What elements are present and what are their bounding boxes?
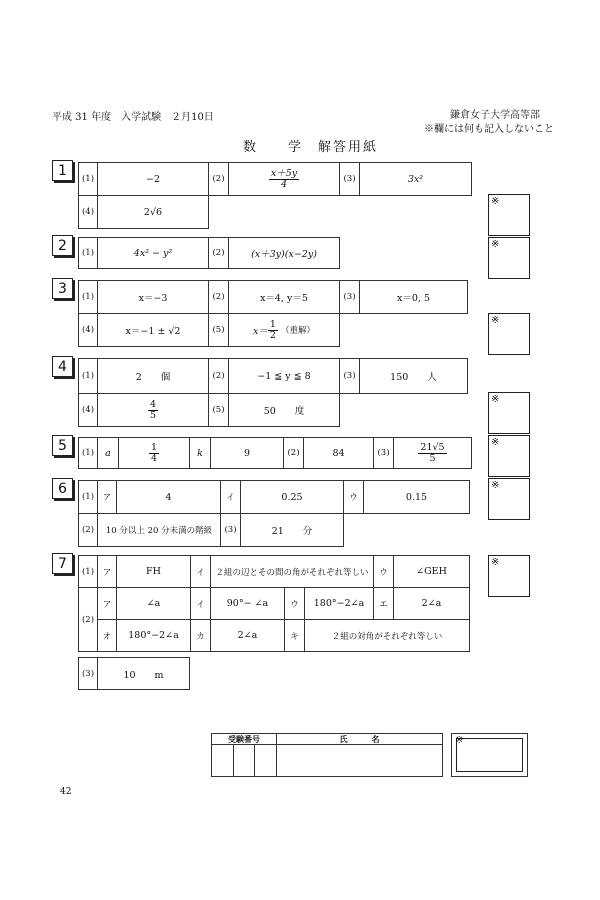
q5-label-2: (2) [283, 437, 304, 469]
exam-number-digit-3[interactable] [254, 744, 277, 777]
q3-answer-2: x＝4, y＝5 [228, 280, 340, 314]
score-box-5: ※ [488, 435, 530, 477]
q4-label-5: (5) [208, 393, 229, 427]
q7-1-sub-i: イ [190, 555, 211, 588]
q4-answer-2: −1 ≦ y ≦ 8 [228, 358, 340, 394]
q1-label-3: (3) [339, 162, 360, 196]
q4-label-3: (3) [339, 358, 360, 394]
q5-answer-2: 84 [303, 437, 374, 469]
q3-label-4: (4) [78, 313, 98, 347]
q6-answer-2: 10 分以上 20 分未満の階級 [97, 513, 221, 547]
q3-answer-1: x＝−3 [97, 280, 209, 314]
q4-label-2: (2) [208, 358, 229, 394]
q7-answer-3: 10 m [97, 657, 190, 690]
page-number: 42 [60, 787, 72, 797]
q5-label-3: (3) [373, 437, 394, 469]
q3-label-1: (1) [78, 280, 98, 314]
q6-answer-i: 0.25 [240, 480, 344, 514]
question-number-4: 4 [52, 356, 73, 377]
q7-2-answer-u: 180°−2∠a [304, 587, 374, 620]
q7-2-sub-u: ウ [284, 587, 305, 620]
question-number-1: 1 [52, 160, 73, 181]
question-number-3: 3 [52, 278, 73, 299]
score-box-6: ※ [488, 478, 530, 520]
q5-answer-k: 9 [210, 437, 284, 469]
q3-answer-5: x＝ $\frac{1}{2}$ （重解） [228, 313, 340, 347]
q4-answer-5: 50 度 [228, 393, 340, 427]
q2-label-2: (2) [208, 237, 229, 269]
q7-2-answer-ka: 2∠a [210, 619, 285, 652]
q6-label-2: (2) [78, 513, 98, 547]
q2-answer-1: 4x² − y² [97, 237, 209, 269]
exam-number-digit-1[interactable] [211, 744, 234, 777]
q5-answer-a: $\frac{1}{4}$ [118, 437, 190, 469]
q7-2-sub-ki: キ [284, 619, 305, 652]
q1-label-2: (2) [208, 162, 229, 196]
q7-label-3: (3) [78, 657, 98, 690]
note: ※欄には何も記入しないこと [424, 124, 554, 135]
question-number-2: 2 [52, 235, 73, 256]
score-box-1: ※ [488, 194, 530, 236]
name-field[interactable] [276, 744, 443, 777]
q7-2-sub-i: イ [190, 587, 211, 620]
q6-sub-a: ア [97, 480, 117, 514]
score-box-2: ※ [488, 237, 530, 279]
q2-label-1: (1) [78, 237, 98, 269]
q7-1-sub-u: ウ [373, 555, 394, 588]
q4-label-1: (1) [78, 358, 98, 394]
q1-answer-1: −2 [97, 162, 209, 196]
q5-sub-a: a [97, 437, 119, 469]
question-number-5: 5 [52, 435, 73, 456]
exam-number-digit-2[interactable] [233, 744, 255, 777]
q3-label-3: (3) [339, 280, 360, 314]
q7-2-answer-i: 90°− ∠a [210, 587, 285, 620]
q1-label-1: (1) [78, 162, 98, 196]
q6-label-3: (3) [220, 513, 241, 547]
q7-1-sub-a: ア [97, 555, 117, 588]
school-name: 鎌倉女子大学高等部 [450, 110, 540, 121]
question-number-7: 7 [52, 553, 73, 574]
q7-2-sub-o: オ [97, 619, 117, 652]
q7-2-answer-a: ∠a [116, 587, 191, 620]
q7-label-1: (1) [78, 555, 98, 588]
total-score-box: ※ [451, 733, 528, 777]
q7-2-answer-e: 2∠a [393, 587, 470, 620]
question-number-6: 6 [52, 478, 73, 499]
q6-answer-u: 0.15 [363, 480, 470, 514]
q4-answer-3: 150 人 [359, 358, 468, 394]
q6-answer-3: 21 分 [240, 513, 344, 547]
page-title: 数 学 解答用紙 [243, 140, 379, 155]
q7-1-answer-u: ∠GEH [393, 555, 470, 588]
q3-label-5: (5) [208, 313, 229, 347]
q7-2-sub-ka: カ [190, 619, 211, 652]
q7-2-answer-ki: ２組の対角がそれぞれ等しい [304, 619, 470, 652]
q7-1-answer-i: ２組の辺とその間の角がそれぞれ等しい [210, 555, 374, 588]
q7-2-sub-a: ア [97, 587, 117, 620]
q7-label-2: (2) [78, 587, 98, 652]
q6-label-1: (1) [78, 480, 98, 514]
q5-sub-k: k [189, 437, 211, 469]
q5-answer-3: $\frac{21√5}{5}$ [393, 437, 472, 469]
q1-answer-2: $\frac{x+5y}{4}$ [228, 162, 340, 196]
q1-answer-3: 3x² [359, 162, 472, 196]
name-header: 氏 名 [276, 733, 443, 745]
score-box-7: ※ [488, 555, 530, 597]
q1-label-4: (4) [78, 195, 98, 229]
q4-label-4: (4) [78, 393, 98, 427]
q5-label-1: (1) [78, 437, 98, 469]
score-box-4: ※ [488, 392, 530, 434]
q6-answer-a: 4 [116, 480, 221, 514]
q7-2-sub-e: エ [373, 587, 394, 620]
q1-answer-4: 2√6 [97, 195, 209, 229]
q4-answer-1: 2 個 [97, 358, 209, 394]
exam-info: 平成 31 年度 入学試験 ２月10日 [52, 112, 214, 123]
q4-answer-4: $\frac{4}{5}$ [97, 393, 209, 427]
q2-answer-2: (x＋3y)(x−2y) [228, 237, 340, 269]
exam-number-header: 受験番号 [211, 733, 277, 745]
q6-sub-u: ウ [343, 480, 364, 514]
score-box-3: ※ [488, 313, 530, 355]
q3-answer-4: x＝−1 ± √2 [97, 313, 209, 347]
q7-1-answer-a: FH [116, 555, 191, 588]
q6-sub-i: イ [220, 480, 241, 514]
q3-answer-3: x＝0, 5 [359, 280, 468, 314]
q3-label-2: (2) [208, 280, 229, 314]
q7-2-answer-o: 180°−2∠a [116, 619, 191, 652]
